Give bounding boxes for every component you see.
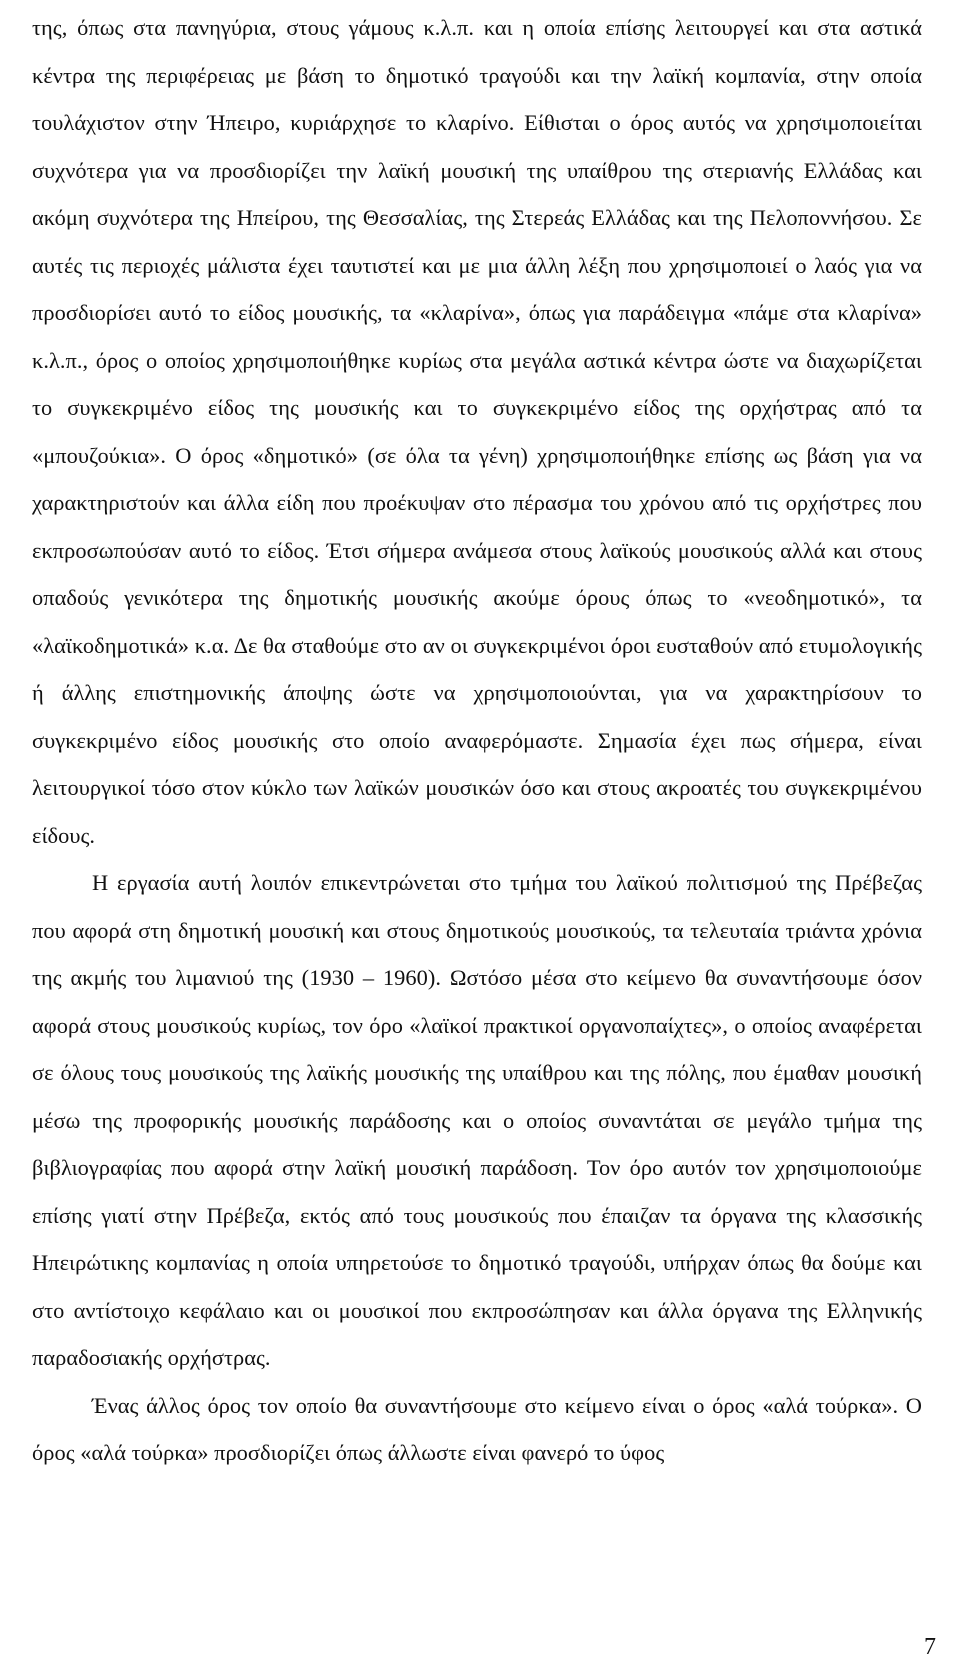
paragraph-continued: της, όπως στα πανηγύρια, στους γάμους κ.λ.π. και η οποία επίσης λειτουργεί και στα αστικά κέντρα της περιφέρειας με βάση το δημοτικό τραγούδι και την λαϊκή κομπανία, στην οποία τουλάχιστον στην Ήπειρο, κυριάρχησε το κλαρίνο. Είθισται ο όρος αυτός να χρησιμοποιείται συχνότερα για να προσδιορίζει την λαϊκή μουσική της υπαίθρου της στεριανής Ελλάδας και ακόμη συχνότερα της Ηπείρου, της Θεσσαλίας, της Στερεάς Ελλάδας και της Πελοποννήσου. Σε αυτές τις περιοχές μάλιστα έχει ταυτιστεί και με μια άλλη λέξη που χρησιμοποιεί ο λαός για να προσδιορίσει αυτό το είδος μουσικής, τα «κλαρίνα», όπως για παράδειγμα «πάμε στα κλαρίνα» κ.λ.π., όρος ο οποίος χρησιμοποιήθηκε κυρίως στα μεγάλα αστικά κέντρα ώστε να διαχωρίζεται το συγκεκριμένο είδος της μουσικής και το συγκεκριμένο είδος της ορχήστρας από τα «μπουζούκια». Ο όρος «δημοτικό» (σε όλα τα γένη) χρησιμοποιήθηκε επίσης ως βάση για να χαρακτηριστούν και άλλα είδη που προέκυψαν στο πέρασμα του χρόνου από τις ορχήστρες που εκπροσωπούσαν αυτό το είδος. Έτσι σήμερα ανάμεσα στους λαϊκούς μουσικούς αλλά και στους οπαδούς γενικότερα της δημοτικής μουσικής ακούμε όρους όπως το «νεοδημοτικό», τα «λαϊκοδημοτικά» κ.α. Δε θα σταθούμε στο αν οι συγκεκριμένοι όροι ευσταθούν από ετυμολογικής ή άλλης επιστημονικής άποψης ώστε να χρησιμοποιούνται, για να χαρακτηρίσουν το συγκεκριμένο είδος μουσικής στο οποίο αναφερόμαστε. Σημασία έχει πως σήμερα, είναι λειτουργικοί τόσο στον κύκλο των λαϊκών μουσικών όσο και στους ακροατές του συγκεκριμένου είδους.: [32, 15, 922, 848]
page-number: 7: [924, 1634, 936, 1660]
paragraph-ala-tourka: Ένας άλλος όρος τον οποίο θα συναντήσουμε στο κείμενο είναι ο όρος «αλά τούρκα». Ο όρος «αλά τούρκα» προσδιορίζει όπως άλλωστε είναι φανερό το ύφος: [32, 1392, 922, 1465]
body-text: [32, 4, 922, 1477]
paragraph-research-focus: Η εργασία αυτή λοιπόν επικεντρώνεται στο τμήμα του λαϊκού πολιτισμού της Πρέβεζας που αφορά στη δημοτική μουσική και στους δημοτικούς μουσικούς, τα τελευταία τριάντα χρόνια της ακμής του λιμανιού της (1930 – 1960). Ωστόσο μέσα στο κείμενο θα συναντήσουμε όσον αφορά στους μουσικούς κυρίως, τον όρο «λαϊκοί πρακτικοί οργανοπαίχτες», ο οποίος αναφέρεται σε όλους τους μουσικούς της λαϊκής μουσικής της υπαίθρου και της πόλης, που έμαθαν μουσική μέσω της προφορικής μουσικής παράδοσης και ο οποίος συναντάται σε μεγάλο τμήμα της βιβλιογραφίας που αφορά στην λαϊκή μουσική παράδοση. Τον όρο αυτόν τον χρησιμοποιούμε επίσης γιατί στην Πρέβεζα, εκτός από τους μουσικούς που έπαιζαν τα όργανα της κλασσικής Ηπειρώτικης κομπανίας η οποία υπηρετούσε το δημοτικό τραγούδι, υπήρχαν όπως θα δούμε και στο αντίστοιχο κεφάλαιο και οι μουσικοί που εκπροσώπησαν και άλλα όργανα της Ελληνικής παραδοσιακής ορχήστρας.: [32, 870, 922, 1370]
